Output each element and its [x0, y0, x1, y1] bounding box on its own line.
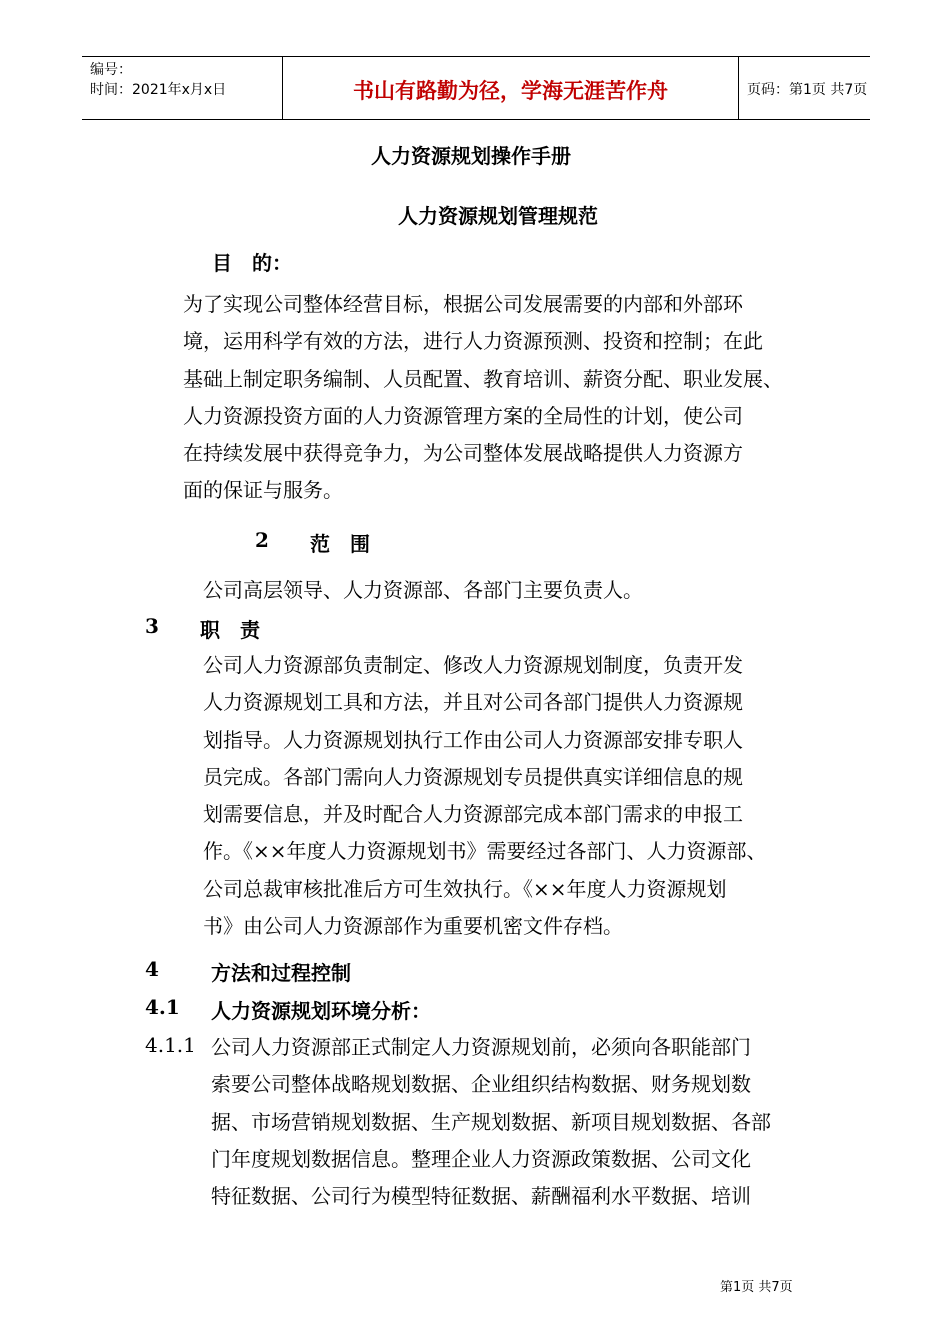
- header-page-cell: [737, 57, 870, 119]
- paragraph-line: 在持续发展中获得竞争力，为公司整体发展战略提供人力资源方: [183, 441, 743, 466]
- paragraph-line: 划需要信息，并及时配合人力资源部完成本部门需求的申报工: [203, 802, 743, 827]
- paragraph-line: 书》由公司人力资源部作为重要机密文件存档。: [203, 914, 623, 939]
- section-4-1-1-body: [211, 1029, 807, 1215]
- section-duties-number: 3: [145, 614, 159, 638]
- page-footer: 第1页 共7页: [720, 1280, 793, 1295]
- section-scope-number: 2: [255, 528, 269, 552]
- section-scope-body: 公司高层领导、人力资源部、各部门主要负责人。: [203, 578, 643, 602]
- section-4-1-heading: 人力资源规划环境分析：: [211, 999, 431, 1023]
- section-method-number: 4: [145, 957, 159, 981]
- section-scope-heading: 范 围: [310, 532, 370, 556]
- paragraph-line: 公司人力资源部负责制定、修改人力资源规划制度，负责开发: [203, 653, 743, 677]
- document-title: 人力资源规划操作手册: [371, 144, 571, 168]
- paragraph-line: 面的保证与服务。: [183, 478, 343, 503]
- document-subtitle: 人力资源规划管理规范: [398, 204, 598, 228]
- paragraph-line: 据、市场营销规划数据、生产规划数据、新项目规划数据、各部: [211, 1109, 771, 1134]
- paragraph-line: 作。《××年度人力资源规划书》需要经过各部门、人力资源部、: [203, 839, 767, 864]
- section-4-1-1-number: 4.1.1: [145, 1033, 196, 1057]
- paragraph-line: 门年度规划数据信息。整理企业人力资源政策数据、公司文化: [211, 1146, 751, 1171]
- time-label: 时间：2021年x月x日: [90, 82, 227, 98]
- paragraph-line: 为了实现公司整体经营目标，根据公司发展需要的内部和外部环: [183, 292, 743, 316]
- paragraph-line: 人力资源规划工具和方法，并且对公司各部门提供人力资源规: [203, 690, 743, 715]
- paragraph-line: 境，运用科学有效的方法，进行人力资源预测、投资和控制；在此: [183, 329, 763, 354]
- paragraph-line: 索要公司整体战略规划数据、企业组织结构数据、财务规划数: [211, 1072, 751, 1097]
- section-purpose-body: [183, 286, 807, 510]
- paragraph-line: 特征数据、公司行为模型特征数据、薪酬福利水平数据、培训: [211, 1184, 751, 1209]
- paragraph-line: 公司总裁审核批准后方可生效执行。《××年度人力资源规划: [203, 876, 727, 901]
- page-header: [82, 56, 870, 120]
- header-motto-cell: [282, 57, 739, 119]
- section-duties-body: [203, 647, 807, 945]
- number-label: 编号：: [90, 62, 132, 78]
- section-4-1-number: 4.1: [145, 995, 180, 1019]
- paragraph-line: 基础上制定职务编制、人员配置、教育培训、薪资分配、职业发展、: [183, 366, 783, 391]
- paragraph-line: 公司人力资源部正式制定人力资源规划前，必须向各职能部门: [211, 1035, 751, 1059]
- motto: 书山有路勤为径，学海无涯苦作舟: [353, 79, 668, 103]
- section-method-heading: 方法和过程控制: [211, 961, 351, 985]
- section-duties-heading: 职 责: [200, 618, 260, 642]
- paragraph-line: 员完成。各部门需向人力资源规划专员提供真实详细信息的规: [203, 764, 743, 789]
- header-meta: [82, 57, 282, 119]
- page-label: 页码：第1页 共7页: [747, 82, 868, 98]
- paragraph-line: 人力资源投资方面的人力资源管理方案的全局性的计划，使公司: [183, 403, 743, 428]
- section-purpose-heading: 目 的：: [212, 251, 292, 275]
- paragraph-line: 划指导。人力资源规划执行工作由公司人力资源部安排专职人: [203, 727, 743, 752]
